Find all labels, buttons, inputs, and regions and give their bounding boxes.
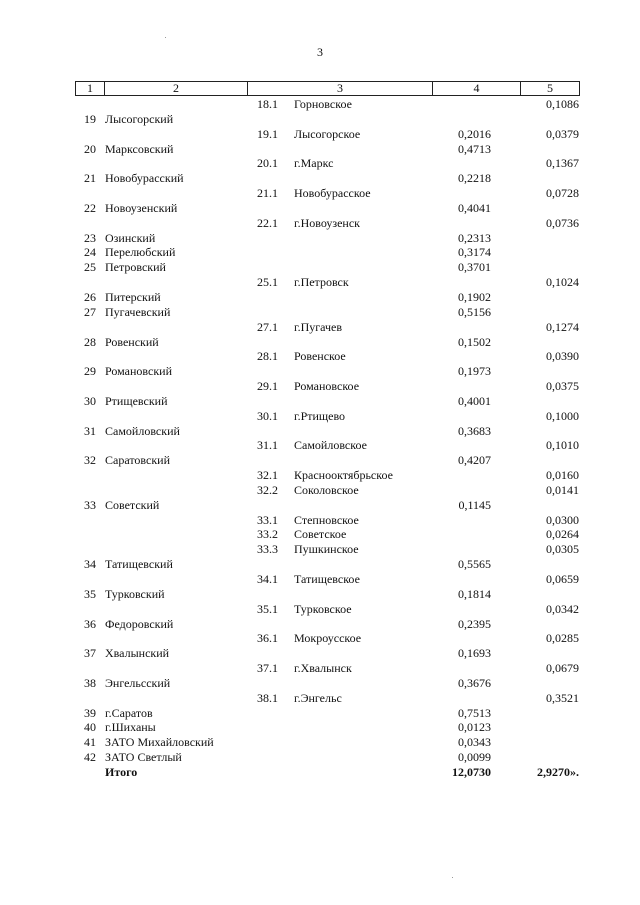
row-number: 38 <box>84 675 96 690</box>
settlement-name: Соколовское <box>294 482 359 497</box>
table-row <box>0 275 640 290</box>
settlement-name: Новобурасское <box>294 186 371 201</box>
table-row <box>0 706 640 721</box>
district-name: ЗАТО Михайловский <box>105 735 214 750</box>
table-row <box>0 290 640 305</box>
total-settlement-sum: 2,9270». <box>537 764 579 779</box>
district-name: Озинский <box>105 230 156 245</box>
table-row <box>0 572 640 587</box>
settlement-number: 20.1 <box>257 156 278 171</box>
settlement-number: 27.1 <box>257 319 278 334</box>
settlement-coefficient: 0,0728 <box>546 186 579 201</box>
header-col-3: 3 <box>337 81 343 95</box>
table-row <box>0 691 640 706</box>
settlement-coefficient: 0,0679 <box>546 661 579 676</box>
table-row <box>0 394 640 409</box>
settlement-number: 31.1 <box>257 438 278 453</box>
district-coefficient: 0,3676 <box>458 675 491 690</box>
settlement-number: 18.1 <box>257 97 278 111</box>
district-name: Пугачевский <box>105 304 171 319</box>
settlement-number: 34.1 <box>257 572 278 586</box>
settlement-coefficient: 0,0375 <box>546 379 579 394</box>
district-coefficient: 0,4207 <box>458 453 491 468</box>
row-number: 34 <box>84 557 96 572</box>
settlement-name: Татищевское <box>294 572 360 586</box>
settlement-coefficient: 0,1024 <box>546 275 579 290</box>
table-row <box>0 661 640 676</box>
district-name: Ртищевский <box>105 393 168 408</box>
district-coefficient: 0,1973 <box>458 364 491 379</box>
header-col-4: 4 <box>473 81 480 95</box>
district-coefficient: 0,1814 <box>458 586 491 601</box>
table-row <box>0 186 640 201</box>
row-number: 21 <box>84 171 96 186</box>
district-name: Петровский <box>105 260 166 275</box>
district-coefficient: 0,1693 <box>458 646 491 661</box>
district-coefficient: 0,0099 <box>458 750 491 765</box>
table-row <box>0 171 640 186</box>
settlement-name: г.Маркс <box>294 156 334 171</box>
table-row <box>0 335 640 350</box>
settlement-name: г.Энгельс <box>294 690 342 705</box>
district-coefficient: 0,2016 <box>458 126 491 141</box>
district-name: Ровенский <box>105 334 159 349</box>
table-row <box>0 320 640 335</box>
settlement-coefficient: 0,3521 <box>546 690 579 705</box>
header-col-1: 1 <box>87 81 93 95</box>
row-number: 20 <box>84 141 96 156</box>
table-row <box>0 527 640 542</box>
table-row <box>0 97 640 112</box>
settlement-number: 30.1 <box>257 408 278 423</box>
district-name: Перелюбский <box>105 245 176 260</box>
settlement-coefficient: 0,0736 <box>546 215 579 230</box>
header-col-2: 2 <box>173 81 179 95</box>
table-row <box>0 424 640 439</box>
settlement-number: 33.3 <box>257 542 278 557</box>
settlement-name: Ровенское <box>294 349 346 364</box>
row-number: 33 <box>84 497 96 512</box>
settlement-name: Советское <box>294 527 347 542</box>
settlement-name: Романовское <box>294 379 360 394</box>
settlement-coefficient: 0,0659 <box>546 572 579 586</box>
table-row <box>0 498 640 513</box>
row-number: 32 <box>84 453 96 468</box>
settlement-number: 36.1 <box>257 631 278 646</box>
settlement-name: г.Новоузенск <box>294 215 361 230</box>
settlement-name: Краснооктябрьское <box>294 468 393 483</box>
district-coefficient: 0,4041 <box>458 200 491 215</box>
row-number: 25 <box>84 260 96 275</box>
total-row <box>0 765 640 780</box>
district-coefficient: 0,4001 <box>458 393 491 408</box>
district-name: ЗАТО Светлый <box>105 750 182 765</box>
row-number: 39 <box>84 705 96 720</box>
table-row <box>0 142 640 157</box>
table-row <box>0 557 640 572</box>
settlement-number: 33.1 <box>257 512 278 527</box>
row-number: 37 <box>84 646 96 661</box>
settlement-coefficient: 0,0379 <box>546 126 579 141</box>
table-row <box>0 602 640 617</box>
settlement-number: 21.1 <box>257 186 278 201</box>
settlement-name: Горновское <box>294 97 352 111</box>
table-row <box>0 216 640 231</box>
settlement-number: 25.1 <box>257 275 278 290</box>
table-row <box>0 646 640 661</box>
row-number: 30 <box>84 393 96 408</box>
settlement-coefficient: 0,0390 <box>546 349 579 364</box>
row-number: 24 <box>84 245 96 260</box>
row-number: 27 <box>84 304 96 319</box>
district-coefficient: 0,3174 <box>458 245 491 260</box>
settlement-name: Мокроусское <box>294 631 362 646</box>
district-coefficient: 0,1902 <box>458 289 491 304</box>
table-header <box>75 81 580 96</box>
row-number: 19 <box>84 111 96 126</box>
settlement-coefficient: 0,0305 <box>546 542 579 557</box>
row-number: 36 <box>84 616 96 631</box>
table-row <box>0 617 640 632</box>
settlement-coefficient: 0,0342 <box>546 601 579 616</box>
table-row <box>0 127 640 142</box>
settlement-coefficient: 0,0141 <box>546 482 579 497</box>
district-name: Лысогорский <box>105 111 174 126</box>
table-row <box>0 720 640 735</box>
settlement-number: 32.1 <box>257 468 278 483</box>
row-number: 22 <box>84 200 96 215</box>
district-name: Романовский <box>105 364 173 379</box>
district-coefficient: 0,3683 <box>458 423 491 438</box>
settlement-coefficient: 0,0264 <box>546 527 579 542</box>
settlement-number: 33.2 <box>257 527 278 542</box>
table-row <box>0 245 640 260</box>
table-row <box>0 453 640 468</box>
settlement-coefficient: 0,0300 <box>546 512 579 527</box>
row-number: 41 <box>84 735 96 750</box>
table-body <box>0 97 640 780</box>
table-row <box>0 676 640 691</box>
total-label: Итого <box>105 764 138 779</box>
district-name: Питерский <box>105 289 161 304</box>
settlement-number: 22.1 <box>257 215 278 230</box>
table-row <box>0 483 640 498</box>
row-number: 42 <box>84 750 96 765</box>
table-row <box>0 468 640 483</box>
settlement-name: Пушкинское <box>294 542 359 557</box>
district-name: Марксовский <box>105 141 174 156</box>
scan-speck <box>165 37 166 38</box>
row-number: 28 <box>84 334 96 349</box>
table-row <box>0 513 640 528</box>
total-district-sum: 12,0730 <box>452 764 491 779</box>
table-row <box>0 409 640 424</box>
district-coefficient: 0,7513 <box>458 705 491 720</box>
district-coefficient: 0,3701 <box>458 260 491 275</box>
settlement-name: г.Пугачев <box>294 319 343 334</box>
settlement-name: Лысогорское <box>294 126 361 141</box>
settlement-number: 35.1 <box>257 601 278 616</box>
district-name: Хвалынский <box>105 646 170 661</box>
row-number: 31 <box>84 423 96 438</box>
district-name: Энгельсский <box>105 675 171 690</box>
table-row <box>0 305 640 320</box>
table-row <box>0 201 640 216</box>
table-row <box>0 112 640 127</box>
district-name: Советский <box>105 497 160 512</box>
row-number: 35 <box>84 586 96 601</box>
table-row <box>0 349 640 364</box>
row-number: 29 <box>84 364 96 379</box>
district-name: г.Саратов <box>105 705 153 720</box>
settlement-name: Турковское <box>294 601 352 616</box>
district-coefficient: 0,0343 <box>458 735 491 750</box>
district-name: Новоузенский <box>105 200 178 215</box>
table-row <box>0 156 640 171</box>
settlement-number: 29.1 <box>257 379 278 394</box>
table-row <box>0 631 640 646</box>
scan-speck <box>452 877 453 878</box>
table-row <box>0 750 640 765</box>
district-name: Федоровский <box>105 616 174 631</box>
district-coefficient: 0,1502 <box>458 334 491 349</box>
settlement-number: 28.1 <box>257 349 278 364</box>
district-coefficient: 0,4713 <box>458 141 491 156</box>
settlement-coefficient: 0,1367 <box>546 156 579 171</box>
table-row <box>0 587 640 602</box>
district-name: г.Шиханы <box>105 720 156 735</box>
table-row <box>0 542 640 557</box>
table-row <box>0 260 640 275</box>
table-row <box>0 231 640 246</box>
page-number: 3 <box>317 45 323 59</box>
settlement-number: 19.1 <box>257 126 278 141</box>
district-coefficient: 0,0123 <box>458 720 491 735</box>
row-number: 40 <box>84 720 96 735</box>
settlement-coefficient: 0,1274 <box>546 319 579 334</box>
settlement-number: 32.2 <box>257 482 278 497</box>
settlement-coefficient: 0,1000 <box>546 408 579 423</box>
settlement-coefficient: 0,1086 <box>546 97 579 111</box>
district-coefficient: 0,2395 <box>458 616 491 631</box>
settlement-name: г.Петровск <box>294 275 349 290</box>
district-coefficient: 0,1145 <box>458 497 491 512</box>
settlement-coefficient: 0,0285 <box>546 631 579 646</box>
district-name: Саратовский <box>105 453 171 468</box>
district-coefficient: 0,2313 <box>458 230 491 245</box>
table-row <box>0 438 640 453</box>
settlement-coefficient: 0,0160 <box>546 468 579 483</box>
district-coefficient: 0,2218 <box>458 171 491 186</box>
row-number: 23 <box>84 230 96 245</box>
district-coefficient: 0,5565 <box>458 557 491 572</box>
district-name: Турковский <box>105 586 165 601</box>
district-name: Новобурасский <box>105 171 184 186</box>
table-row <box>0 379 640 394</box>
settlement-name: г.Ртищево <box>294 408 346 423</box>
settlement-number: 38.1 <box>257 690 278 705</box>
district-coefficient: 0,5156 <box>458 304 491 319</box>
settlement-name: Степновское <box>294 512 359 527</box>
settlement-name: Самойловское <box>294 438 367 453</box>
district-name: Самойловский <box>105 423 180 438</box>
settlement-coefficient: 0,1010 <box>546 438 579 453</box>
header-col-5: 5 <box>547 81 553 95</box>
settlement-name: г.Хвалынск <box>294 661 352 676</box>
table-row <box>0 735 640 750</box>
row-number: 26 <box>84 289 96 304</box>
table-row <box>0 364 640 379</box>
settlement-number: 37.1 <box>257 661 278 676</box>
district-name: Татищевский <box>105 557 173 572</box>
